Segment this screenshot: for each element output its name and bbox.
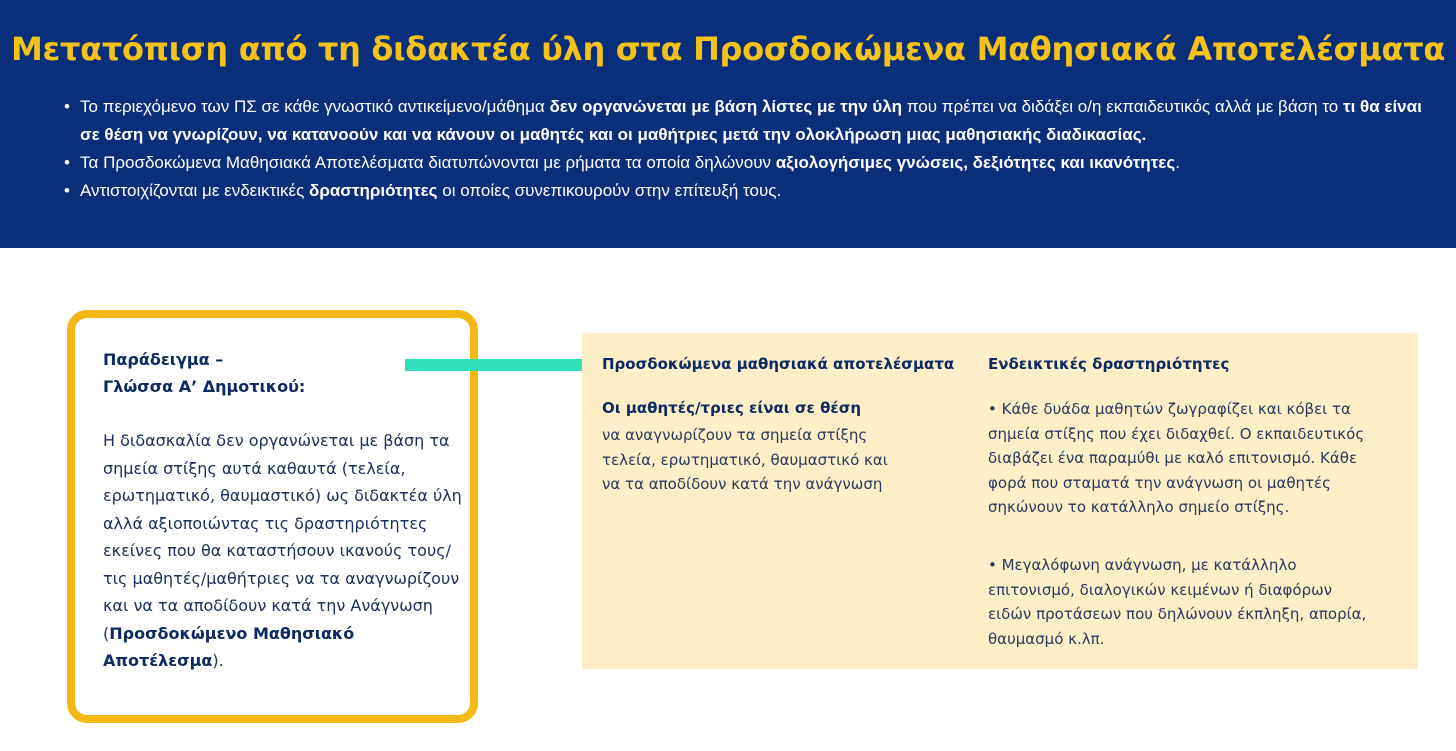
bullet-item xyxy=(62,149,1442,177)
outcomes-lead: Οι μαθητές/τριες είναι σε θέση xyxy=(602,399,862,417)
bullet-bold-text: δραστηριότητες xyxy=(309,181,438,200)
outcomes-text: να αναγνωρίζουν τα σημεία στίξης τελεία, ερωτηματικό, θαυμαστικό και να τα αποδίδουν κατά την ανάγνωση xyxy=(602,426,888,493)
bullet-text: Αντιστοιχίζονται με ενδεικτικές xyxy=(80,181,310,200)
header-banner xyxy=(0,0,1456,248)
outcomes-heading: Προσδοκώμενα μαθησιακά αποτελέσματα xyxy=(602,355,955,373)
example-title-line-2: Γλώσσα Α’ Δημοτικού: xyxy=(103,377,306,396)
activity-item: • Μεγαλόφωνη ανάγνωση, με κατάλληλο επιτονισμό, διαλογικών κειμένων ή διαφόρων ειδών προτάσεων που δηλώνουν έκπληξη, απορία, θαυμασμό κ.λπ. xyxy=(988,556,1367,648)
bullet-bold-text: αξιολογήσιμες γνώσεις, δεξιότητες και ικανότητες xyxy=(775,153,1176,172)
example-body-text: Η διδασκαλία δεν οργανώνεται με βάση τα σημεία στίξης αυτά καθαυτά (τελεία, ερωτηματικό, θαυμαστικό) ως διδακτέα ύλη αλλά αξιοποιώντας τις δραστηριότητες εκείνες που θα καταστήσουν ικανούς τους/τις μαθητές/μαθήτριες να τα αναγνωρίζουν και να τα αποδίδουν κατά την Ανάγνωση ( xyxy=(103,431,462,643)
bullet-text: . xyxy=(1175,153,1180,172)
slide-title: Μετατόπιση από τη διδακτέα ύλη στα Προσδοκώμενα Μαθησιακά Αποτελέσματα xyxy=(10,30,1446,68)
connector-line xyxy=(405,359,583,371)
bullet-text: Το περιεχόμενο των ΠΣ σε κάθε γνωστικό αντικείμενο/μάθημα xyxy=(80,97,550,116)
example-title xyxy=(103,346,463,400)
example-title-line-1: Παράδειγμα – xyxy=(103,350,224,369)
bullet-item xyxy=(62,93,1442,149)
example-body-bold: Προσδοκώμενο Μαθησιακό Αποτέλεσμα xyxy=(103,623,355,670)
activities-heading: Ενδεικτικές δραστηριότητες xyxy=(988,355,1230,373)
bullet-item xyxy=(62,177,1442,205)
example-body-end: ). xyxy=(212,651,224,670)
bullet-text: που πρέπει να διδάξει ο/η εκπαιδευτικός αλλά με βάση το xyxy=(902,97,1343,116)
header-bullet-list xyxy=(62,93,1442,205)
bullet-text: Τα Προσδοκώμενα Μαθησιακά Αποτελέσματα διατυπώνονται με ρήματα τα οποία δηλώνουν xyxy=(80,153,776,172)
example-body xyxy=(103,427,473,675)
bullet-text: οι οποίες συνεπικουρούν στην επίτευξή τους. xyxy=(437,181,782,200)
bullet-bold-text: τι θα είναι σε θέση να γνωρίζουν, να κατανοούν και να κάνουν οι μαθητές και οι μαθήτριες μετά την ολοκλήρωση μιας μαθησιακής διαδικασίας. xyxy=(80,97,1422,144)
activity-item: • Κάθε δυάδα μαθητών ζωγραφίζει και κόβει τα σημεία στίξης που έχει διδαχθεί. Ο εκπαιδευτικός διαβάζει ένα παραμύθι με καλό επιτονισμό. Κάθε φορά που σταματά την ανάγνωση οι μαθητές σηκώνουν το κατάλληλο σημείο στίξης. xyxy=(988,400,1365,516)
bullet-bold-text: δεν οργανώνεται με βάση λίστες με την ύλη xyxy=(549,97,903,116)
